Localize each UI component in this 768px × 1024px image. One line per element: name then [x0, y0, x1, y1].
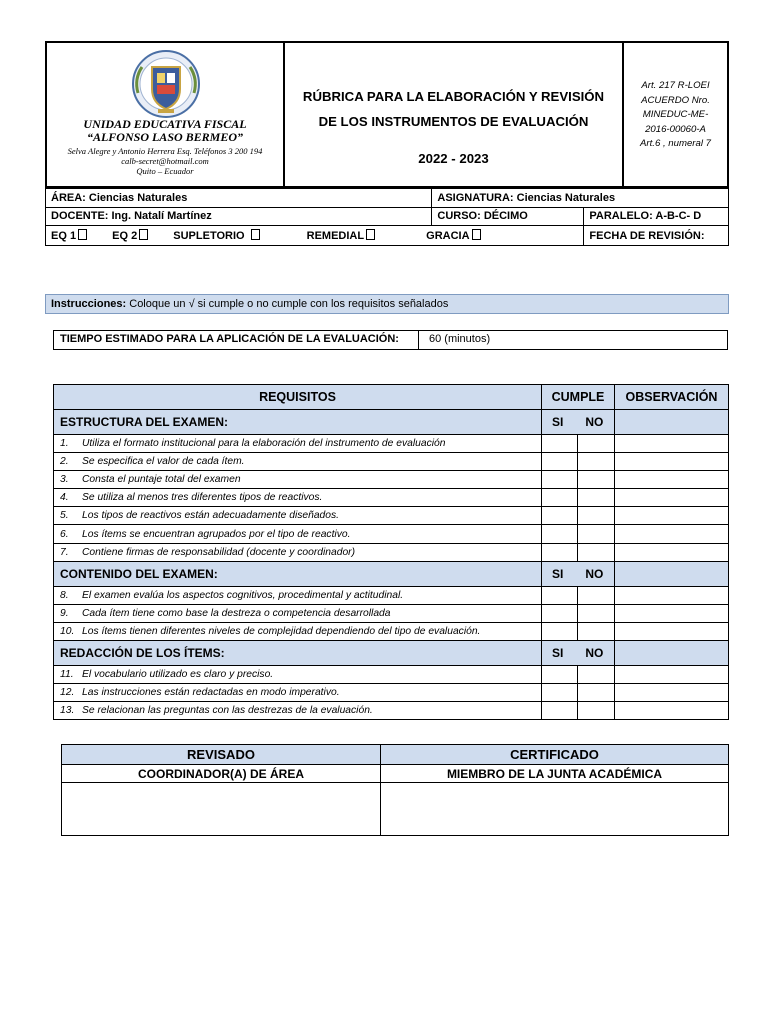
observation-cell[interactable] — [615, 471, 729, 489]
observation-cell[interactable] — [615, 586, 729, 604]
eq2-checkbox[interactable] — [139, 229, 148, 240]
no-cell[interactable] — [578, 435, 615, 453]
si-no-header — [542, 561, 615, 586]
requirement-row — [54, 525, 729, 543]
si-label: SI — [552, 415, 564, 429]
section-row — [54, 410, 729, 435]
coordinador-label: COORDINADOR(A) DE ÁREA — [62, 765, 381, 783]
legal-ref-line: MINEDUC-ME- — [642, 109, 709, 120]
requirement-text — [54, 702, 542, 720]
docente-field: DOCENTE: Ing. Natalí Martínez — [46, 207, 432, 226]
requirement-description: Consta el puntaje total del examen — [82, 474, 241, 486]
gracia-label: GRACIA — [426, 230, 470, 242]
eq1-checkbox[interactable] — [78, 229, 87, 240]
requirement-description: El vocabulario utilizado es claro y preciso. — [82, 668, 274, 680]
si-cell[interactable] — [542, 684, 578, 702]
requirement-row — [54, 665, 729, 683]
remedial-checkbox[interactable] — [366, 229, 375, 240]
no-cell[interactable] — [578, 665, 615, 683]
eq2-label: EQ 2 — [112, 230, 138, 242]
requirement-row — [54, 586, 729, 604]
requirement-number: 9. — [60, 607, 69, 619]
coordinador-signature-box[interactable] — [62, 783, 381, 836]
signatures-table — [61, 744, 729, 836]
si-no-header — [542, 410, 615, 435]
requirement-text — [54, 604, 542, 622]
document-title-cell — [285, 43, 624, 186]
requirement-description: Los ítems se encuentran agrupados por el tipo de reactivo. — [82, 528, 351, 540]
si-cell[interactable] — [542, 525, 578, 543]
requirement-row — [54, 489, 729, 507]
requirement-row — [54, 471, 729, 489]
observation-cell[interactable] — [615, 702, 729, 720]
observation-cell[interactable] — [615, 543, 729, 561]
requirement-number: 8. — [60, 589, 69, 601]
no-cell[interactable] — [578, 525, 615, 543]
section-row — [54, 561, 729, 586]
no-cell[interactable] — [578, 684, 615, 702]
area-field: ÁREA: Ciencias Naturales — [46, 189, 432, 208]
section-title: REDACCIÓN DE LOS ÍTEMS: — [54, 640, 542, 665]
miembro-label: MIEMBRO DE LA JUNTA ACADÉMICA — [381, 765, 729, 783]
estimated-time-box — [53, 330, 728, 350]
certificado-header: CERTIFICADO — [381, 745, 729, 765]
no-cell[interactable] — [578, 489, 615, 507]
requirement-row — [54, 543, 729, 561]
requirement-text — [54, 543, 542, 561]
observation-cell[interactable] — [615, 453, 729, 471]
curso-field: CURSO: DÉCIMO — [432, 207, 584, 226]
requirement-text — [54, 489, 542, 507]
gracia-checkbox[interactable] — [472, 229, 481, 240]
paralelo-field: PARALELO: A-B-C- D — [584, 207, 729, 226]
no-cell[interactable] — [578, 702, 615, 720]
no-cell[interactable] — [578, 471, 615, 489]
miembro-signature-box[interactable] — [381, 783, 729, 836]
supletorio-checkbox[interactable] — [251, 229, 260, 240]
legal-ref-line: ACUERDO Nro. — [641, 94, 710, 106]
si-cell[interactable] — [542, 622, 578, 640]
requirement-text — [54, 435, 542, 453]
requirement-description: Utiliza el formato institucional para la elaboración del instrumento de evaluación — [82, 438, 446, 450]
requirement-number: 1. — [60, 438, 69, 450]
requirement-description: Las instrucciones están redactadas en modo imperativo. — [82, 687, 340, 699]
requirement-text — [54, 525, 542, 543]
requirement-description: Cada ítem tiene como base la destreza o competencia desarrollada — [82, 607, 391, 619]
cumple-header: CUMPLE — [542, 385, 615, 410]
requirement-description: Se especifica el valor de cada ítem. — [82, 456, 245, 468]
revisado-header: REVISADO — [62, 745, 381, 765]
si-cell[interactable] — [542, 702, 578, 720]
si-no-header — [542, 640, 615, 665]
estimated-time-label: TIEMPO ESTIMADO PARA LA APLICACIÓN DE LA EVALUACIÓN: — [54, 331, 419, 349]
no-cell[interactable] — [578, 622, 615, 640]
section-row — [54, 640, 729, 665]
requirement-description: Los ítems tienen diferentes niveles de complejidad dependiendo del tipo de evaluación. — [82, 625, 481, 637]
course-info-table — [45, 188, 729, 246]
requirements-header-row — [54, 385, 729, 410]
remedial-label: REMEDIAL — [306, 230, 365, 242]
requirement-description: Contiene firmas de responsabilidad (docente y coordinador) — [82, 546, 356, 558]
no-cell[interactable] — [578, 543, 615, 561]
requirement-row — [54, 684, 729, 702]
observation-cell[interactable] — [615, 507, 729, 525]
si-cell[interactable] — [542, 543, 578, 561]
requirement-row — [54, 507, 729, 525]
requirement-number: 4. — [60, 492, 69, 504]
no-cell[interactable] — [578, 586, 615, 604]
requirement-text — [54, 586, 542, 604]
section-observation — [615, 410, 729, 435]
requirement-row — [54, 702, 729, 720]
requirement-text — [54, 471, 542, 489]
exam-type-row — [46, 226, 584, 246]
si-cell[interactable] — [542, 604, 578, 622]
observation-cell[interactable] — [615, 665, 729, 683]
si-cell[interactable] — [542, 453, 578, 471]
requirement-row — [54, 622, 729, 640]
instructions-label: Instrucciones: — [51, 298, 127, 310]
school-crest-icon — [128, 49, 204, 119]
requirement-description: Se relacionan las preguntas con las destrezas de la evaluación. — [82, 705, 373, 717]
si-label: SI — [552, 566, 564, 581]
si-label: SI — [552, 645, 564, 660]
legal-ref-line: Art.6 , numeral 7 — [640, 138, 711, 149]
si-cell[interactable] — [542, 489, 578, 507]
si-cell[interactable] — [542, 586, 578, 604]
observacion-header: OBSERVACIÓN — [615, 385, 729, 410]
legal-reference-cell — [624, 43, 727, 186]
section-observation — [615, 640, 729, 665]
requirement-number: 6. — [60, 528, 69, 540]
requirement-description: Los tipos de reactivos están adecuadamente diseñados. — [82, 510, 340, 522]
legal-ref-line: 2016-00060-A — [645, 123, 706, 135]
requirement-number: 12. — [60, 687, 75, 699]
supletorio-label: SUPLETORIO — [173, 230, 245, 242]
observation-cell[interactable] — [615, 435, 729, 453]
section-title: CONTENIDO DEL EXAMEN: — [54, 561, 542, 586]
requirement-number: 3. — [60, 474, 69, 486]
observation-cell[interactable] — [615, 525, 729, 543]
school-address: Selva Alegre y Antonio Herrera Esq. Teléfonos 3 200 194 — [67, 146, 263, 156]
estimated-time-value[interactable]: 60 (minutos) — [429, 333, 491, 345]
requirement-number: 11. — [60, 668, 74, 680]
requirement-text — [54, 665, 542, 683]
section-title: ESTRUCTURA DEL EXAMEN: — [54, 410, 542, 435]
requirement-number: 7. — [60, 546, 69, 558]
requirement-text — [54, 507, 542, 525]
si-cell[interactable] — [542, 507, 578, 525]
requirement-row — [54, 604, 729, 622]
no-label: NO — [585, 415, 604, 429]
requirement-number: 13. — [60, 705, 75, 717]
si-cell[interactable] — [542, 435, 578, 453]
requisitos-header: REQUISITOS — [54, 385, 542, 410]
requirement-text — [54, 453, 542, 471]
no-cell[interactable] — [578, 604, 615, 622]
requirement-row — [54, 435, 729, 453]
no-cell[interactable] — [578, 507, 615, 525]
si-cell[interactable] — [542, 471, 578, 489]
document-title-line2: DE LOS INSTRUMENTOS DE EVALUACIÓN — [318, 114, 589, 129]
si-cell[interactable] — [542, 665, 578, 683]
observation-cell[interactable] — [615, 684, 729, 702]
fecha-revision-field: FECHA DE REVISIÓN: — [584, 226, 729, 246]
requirement-description: El examen evalúa los aspectos cognitivos, procedimental y actitudinal. — [82, 589, 404, 601]
observation-cell[interactable] — [615, 489, 729, 507]
eq1-label: EQ 1 — [51, 230, 77, 242]
school-name-quoted: “ALFONSO LASO BERMEO” — [86, 130, 244, 144]
school-year: 2022 - 2023 — [418, 151, 489, 166]
instructions-bar — [45, 294, 729, 314]
document-title-line1: RÚBRICA PARA LA ELABORACIÓN Y REVISIÓN — [302, 89, 605, 104]
requirement-number: 5. — [60, 510, 69, 522]
asignatura-field: ASIGNATURA: Ciencias Naturales — [432, 189, 729, 208]
school-info-cell — [47, 43, 285, 186]
requirement-number: 10. — [60, 625, 75, 637]
school-name: UNIDAD EDUCATIVA FISCAL — [83, 117, 247, 131]
no-label: NO — [585, 566, 604, 581]
legal-ref-line: Art. 217 R-LOEI — [641, 80, 710, 91]
requirement-row — [54, 453, 729, 471]
no-label: NO — [585, 645, 604, 660]
requirement-number: 2. — [60, 456, 69, 468]
school-email: calb-secret@hotmail.com — [121, 156, 209, 166]
document-header — [45, 41, 729, 188]
school-city: Quito – Ecuador — [136, 166, 194, 176]
requirement-text — [54, 684, 542, 702]
no-cell[interactable] — [578, 453, 615, 471]
section-observation — [615, 561, 729, 586]
requirement-text — [54, 622, 542, 640]
observation-cell[interactable] — [615, 622, 729, 640]
observation-cell[interactable] — [615, 604, 729, 622]
requirements-table — [53, 384, 729, 720]
instructions-text: Coloque un √ si cumple o no cumple con los requisitos señalados — [126, 298, 449, 310]
requirement-description: Se utiliza al menos tres diferentes tipos de reactivos. — [82, 492, 323, 504]
